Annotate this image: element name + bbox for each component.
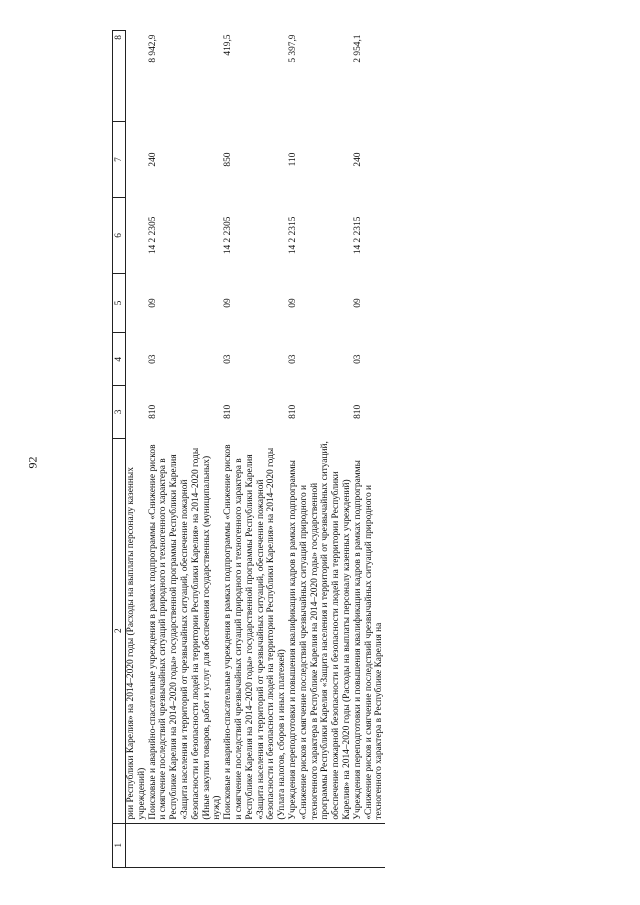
cell-col-7: 110 [287,152,298,167]
header-col-8: 8 [113,31,126,122]
header-col-2: 2 [113,438,126,823]
cell-col-6: 14 2 2315 [287,216,298,255]
budget-table [112,30,385,868]
cell-col-7: 240 [352,152,363,167]
cell-col-1 [288,823,353,867]
header-col-7: 7 [113,121,126,197]
cell-col-3: 810 [223,404,234,419]
header-col-6: 6 [113,198,126,273]
cell-col-7: 850 [223,152,234,167]
cell-col-8: 419,5 [223,34,234,56]
cell-col-1 [223,823,288,867]
cell-description: Поисковые и аварийно-спасательные учреждения в рамках подпрограммы «Снижение рисков и смягчение последствий чрезвычайных ситуаций природного и техногенного характера в Республике Карелия на 2014–2020 годы» государственной программы Республики Карелия «Защита населения и территорий от чрезвычайных ситуаций, обеспечение пожарной безопасности и безопасности людей на территории Республики Карелия» на 2014–2020 годы (Уплата налогов, сборов и иных платежей) [223,444,288,820]
table-row [126,31,148,868]
cell-col-8 [126,31,148,122]
cell-description: Поисковые и аварийно-спасательные учреждения в рамках подпрограммы «Снижение рисков и смягчение последствий чрезвычайных ситуаций природного и техногенного характера в Республике Карелия на 2014–2020 годы» государственной программы Республики Карелия «Защита населения и территорий от чрезвычайных ситуаций, обеспечение пожарной безопасности и безопасности людей на территории Республики Карелия» на 2014–2020 годы (Иные закупки товаров, работ и услуг для обеспечения государственных (муниципальных) нужд) [147,444,223,820]
cell-col-1 [353,823,385,867]
table-row [223,31,288,868]
cell-col-8: 2 954,1 [352,34,363,63]
header-col-5: 5 [113,273,126,333]
cell-col-4: 03 [287,354,298,364]
cell-description: Учреждения переподготовки и повышения квалификации кадров в рамках подпрограммы «Снижение рисков и смягчение последствий чрезвычайных ситуаций природного и техногенного характера в Республике Карелия на [352,460,385,820]
cell-col-7: 240 [147,152,158,167]
table-row [288,31,353,868]
cell-col-5 [126,273,148,333]
cell-col-6: 14 2 2305 [223,216,234,255]
table-row [148,31,224,868]
cell-col-4: 03 [147,354,158,364]
cell-col-3: 810 [352,404,363,419]
cell-col-5: 09 [223,298,234,308]
table-row [353,31,385,868]
header-col-4: 4 [113,333,126,386]
cell-col-4: 03 [352,354,363,364]
cell-col-4: 03 [223,354,234,364]
cell-col-3: 810 [287,404,298,419]
cell-col-5: 09 [352,298,363,308]
header-col-3: 3 [113,386,126,439]
cell-col-3: 810 [147,404,158,419]
cell-col-8: 8 942,9 [147,34,158,63]
cell-col-6: 14 2 2315 [352,216,363,255]
cell-col-1 [148,823,224,867]
page-number: 92 [25,456,40,469]
cell-col-7 [126,121,148,197]
cell-col-1 [126,823,148,867]
cell-col-6 [126,198,148,273]
cell-col-4 [126,333,148,386]
table-header-row [113,31,126,868]
cell-col-3 [126,386,148,439]
cell-description: Учреждения переподготовки и повышения квалификации кадров в рамках подпрограммы «Снижение рисков и смягчение последствий чрезвычайных ситуаций природного и техногенного характера в Республике Карелия на 2014–2020 годы» государственной программы Республики Карелия «Защита населения и территорий от чрезвычайных ситуаций, обеспечение пожарной безопасности и безопасности людей на территории Республики Карелия» на 2014–2020 годы (Расходы на выплаты персоналу казенных учреждений) [287,441,352,820]
cell-col-5: 09 [147,298,158,308]
cell-col-5: 09 [287,298,298,308]
cell-col-8: 5 397,9 [287,34,298,63]
cell-col-6: 14 2 2305 [147,216,158,255]
cell-description: рии Республики Карелия» на 2014–2020 годы (Расходы на выплаты персоналу казенных учреждений) [126,467,147,820]
rotated-table-container [112,30,604,868]
header-col-1: 1 [113,823,126,867]
